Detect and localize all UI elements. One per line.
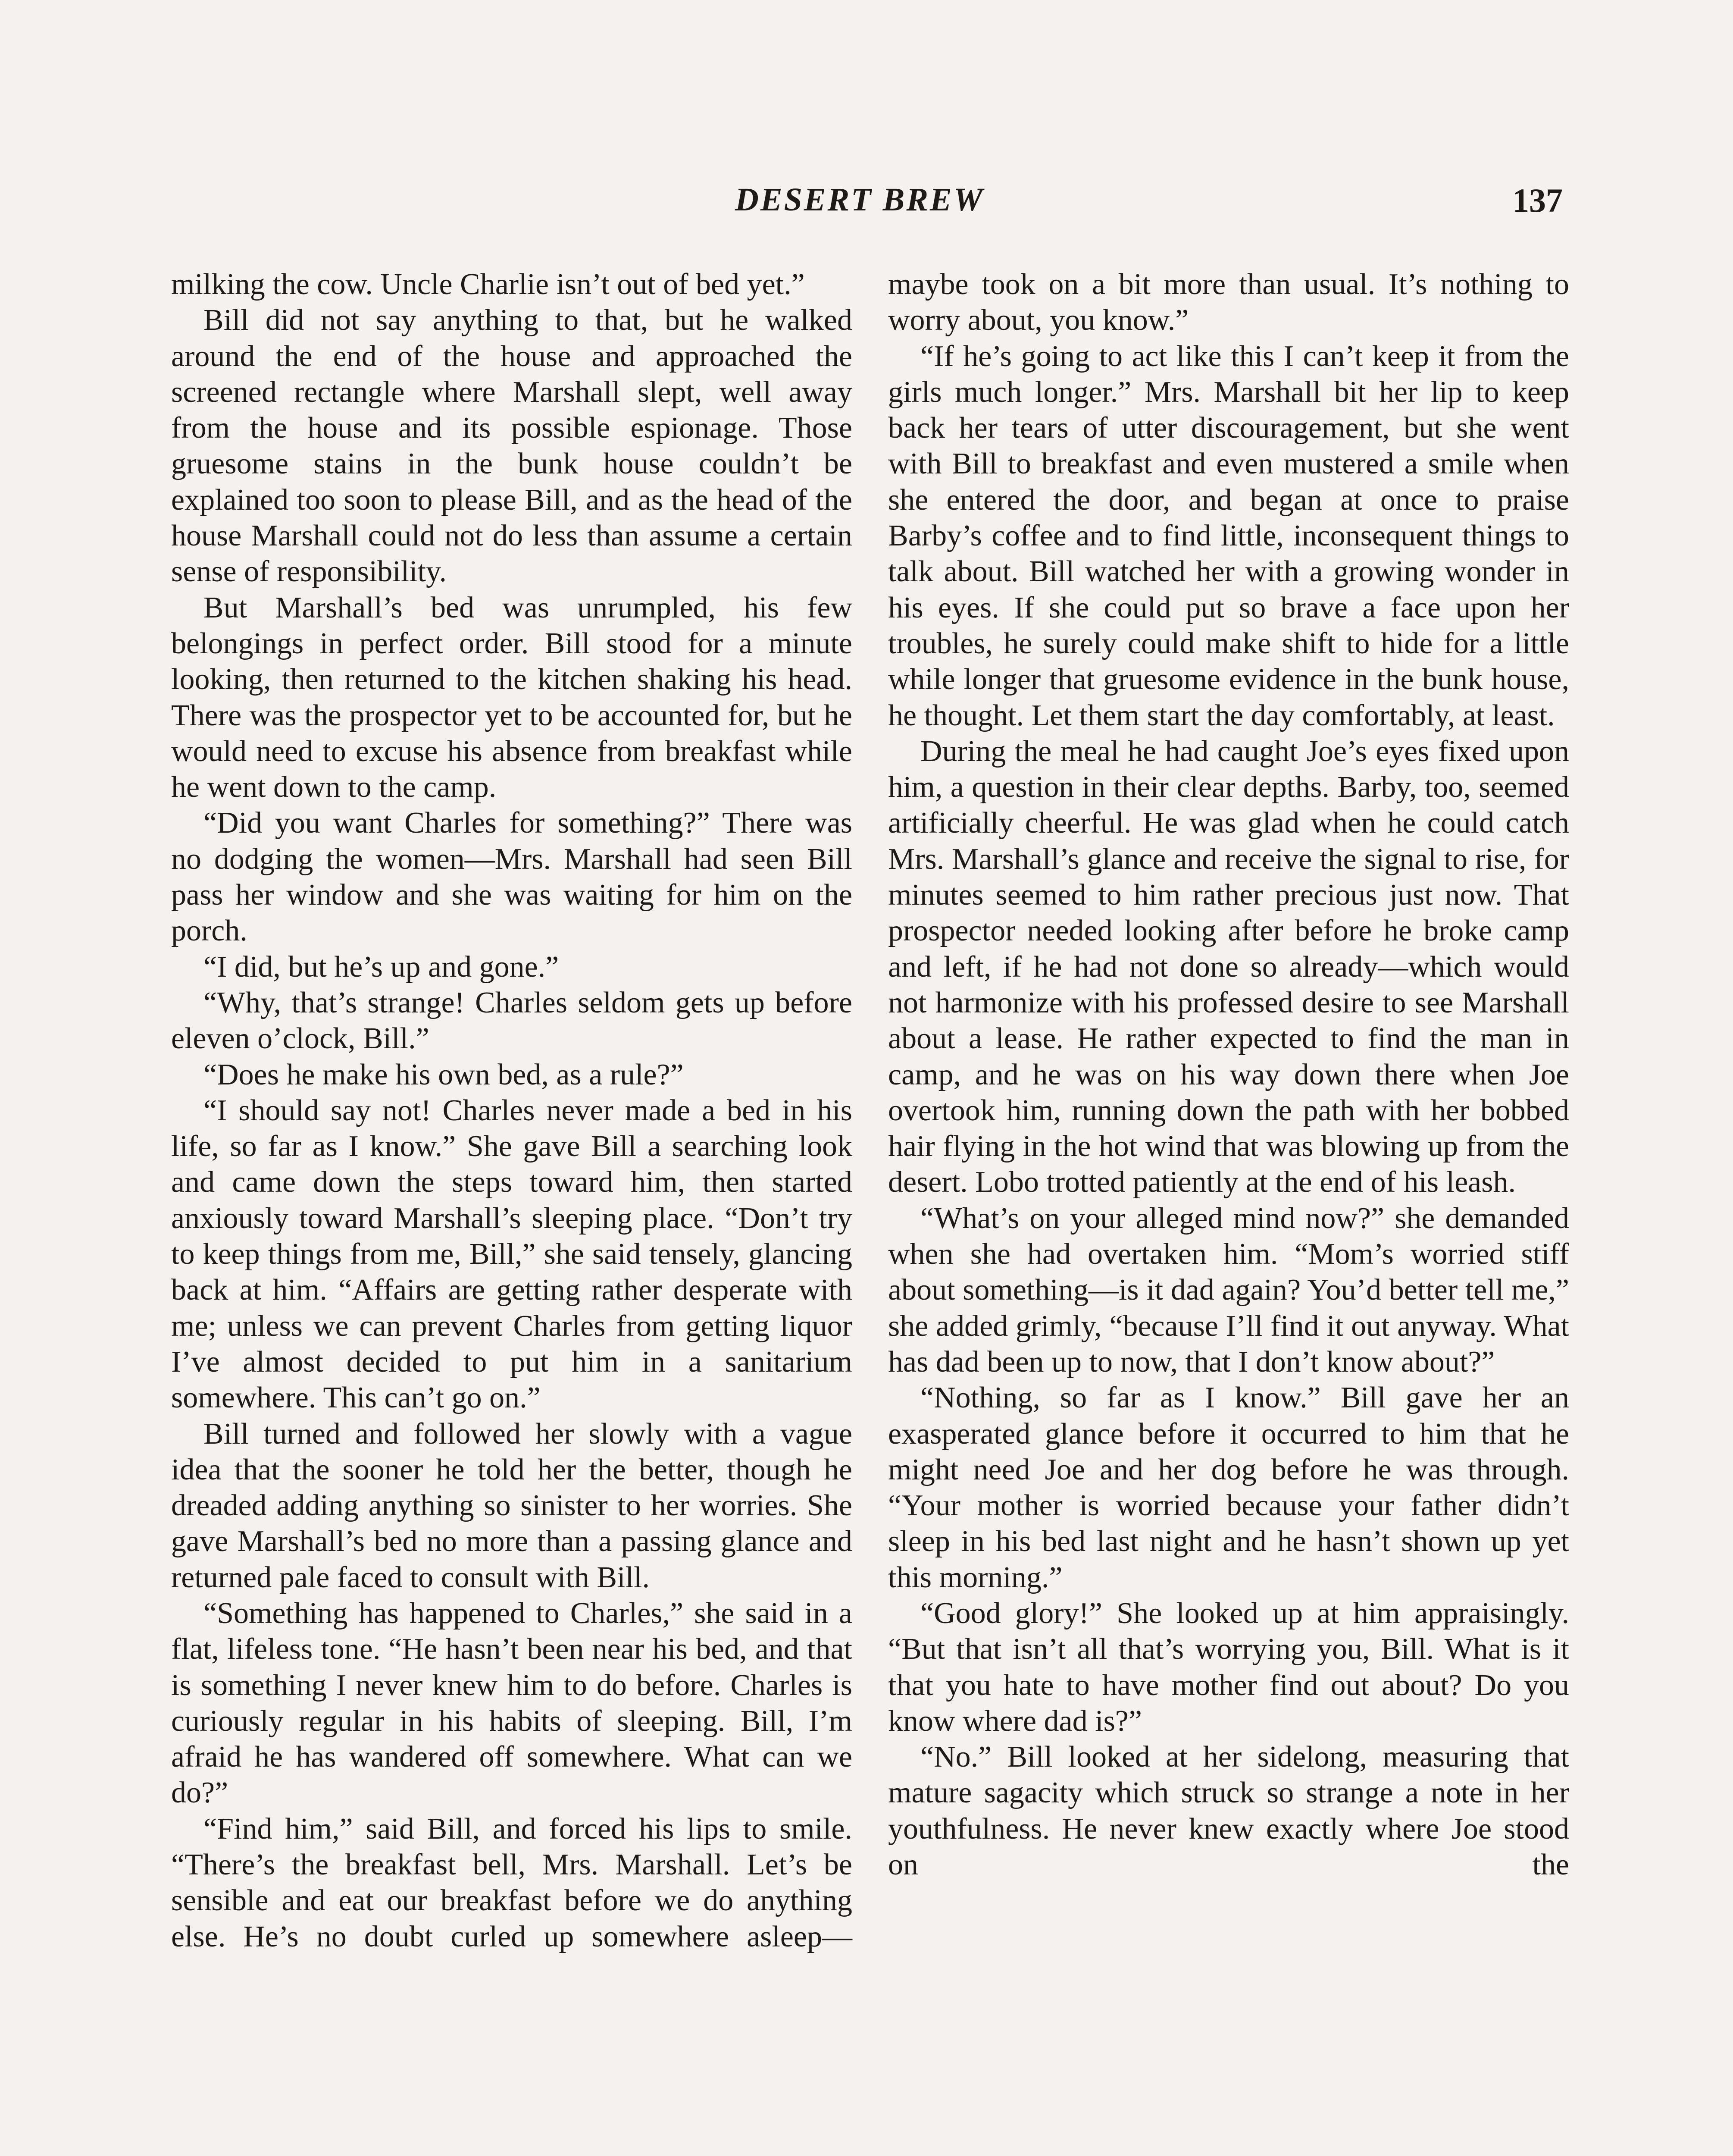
paragraph: milking the cow. Uncle Charlie isn’t out of bed yet.” (171, 268, 805, 301)
paragraph: Bill turned and followed her slowly with a vague idea that the sooner he told her the better, though he dreaded adding anything so sinister to her worries. She gave Marshall’s bed no more than a passing glance and returned pale faced to consult with Bill. (171, 1417, 852, 1594)
paragraph: But Marshall’s bed was unrumpled, his few belongings in perfect order. Bill stood for a minute looking, then returned to the kitchen shaking his head. There was the prospector yet to be accounted for, but he would need to excuse his absence from breakfast while he went down to the camp. (171, 591, 852, 804)
paragraph: “Does he make his own bed, as a rule?” (203, 1058, 684, 1091)
paragraph: “Something has happened to Charles,” she said in a flat, lifeless tone. “He hasn’t been near his bed, and that is something I never knew him to do before. Charles is curiously regular in his habits of sleeping. Bill, I’m afraid he has wandered off somewhere. What can we do?” (171, 1596, 852, 1810)
text-column-left (171, 266, 852, 1955)
paragraph: maybe took on a bit more than usual. It’s nothing to worry about, you know.” (888, 268, 1569, 337)
paragraph: “Good glory!” She looked up at him appraisingly. “But that isn’t all that’s worrying you, Bill. What is it that you hate to have mother find out about? Do you know where dad is?” (888, 1596, 1569, 1738)
paragraph: During the meal he had caught Joe’s eyes fixed upon him, a question in their clear depths. Barby, too, seemed artificially cheerful. He was glad when he could catch Mrs. Marshall’s glance and receive the signal to rise, for minutes seemed to him rather precious just now. That prospector needed looking after before he broke camp and left, if he had not done so already—which would not harmonize with his professed desire to see Marshall about a lease. He rather expected to find the man in camp, and he was on his way down there when Joe overtook him, running down the path with her bobbed hair flying in the hot wind that was blowing up from the desert. Lobo trotted patiently at the end of his leash. (888, 734, 1569, 1199)
paragraph: “Nothing, so far as I know.” Bill gave her an exasperated glance before it occurred to him that he might need Joe and her dog before he was through. “Your mother is worried because your father didn’t sleep in his bed last night and he hasn’t shown up yet this morning.” (888, 1381, 1569, 1594)
paragraph: “Why, that’s strange! Charles seldom gets up before eleven o’clock, Bill.” (171, 986, 852, 1056)
paragraph: “Did you want Charles for something?” There was no dodging the women—Mrs. Marshall had seen Bill pass her window and she was waiting for him on the porch. (171, 806, 852, 948)
paragraph: “I should say not! Charles never made a bed in his life, so far as I know.” She gave Bill a searching look and came down the steps toward him, then started anxiously toward Marshall’s sleeping place. “Don’t try to keep things from me, Bill,” she said tensely, glancing back at him. “Affairs are getting rather desperate with me; unless we can prevent Charles from getting liquor I’ve almost decided to put him in a sanitarium somewhere. This can’t go on.” (171, 1094, 852, 1415)
paragraph: “No.” Bill looked at her sidelong, measuring that mature sagacity which struck so strange a note in her youthfulness. He never knew exactly where Joe stood on the (888, 1740, 1569, 1882)
paragraph: “I did, but he’s up and gone.” (203, 950, 559, 984)
text-column-right (888, 266, 1569, 1883)
paragraph: “If he’s going to act like this I can’t keep it from the girls much longer.” Mrs. Marshall bit her lip to keep back her tears of utter discouragement, but she went with Bill to breakfast and even mustered a smile when she entered the door, and began at once to praise Barby’s coffee and to find little, inconsequent things to talk about. Bill watched her with a growing wonder in his eyes. If she could put so brave a face upon her troubles, he surely could make shift to hide for a little while longer that gruesome evidence in the bunk house, he thought. Let them start the day comfortably, at least. (888, 339, 1569, 732)
paragraph: “Find him,” said Bill, and forced his lips to smile. “There’s the breakfast bell, Mrs. Marshall. Let’s be sensible and eat our breakfast before we do anything else. He’s no doubt curled up somewhere asleep— (171, 1812, 852, 1953)
running-header (0, 181, 1733, 229)
paragraph: “What’s on your alleged mind now?” she demanded when she had overtaken him. “Mom’s worried stiff about something—is it dad again? You’d better tell me,” she added grimly, “because I’ll find it out anyway. What has dad been up to now, that I don’t know about?” (888, 1201, 1569, 1379)
running-title: DESERT BREW (735, 182, 985, 218)
page-number: 137 (1512, 182, 1563, 219)
paragraph: Bill did not say anything to that, but he walked around the end of the house and approached the screened rectangle where Marshall slept, well away from the house and its possible espionage. Those gruesome stains in the bunk house couldn’t be explained too soon to please Bill, and as the head of the house Marshall could not do less than assume a certain sense of responsibility. (171, 304, 852, 589)
